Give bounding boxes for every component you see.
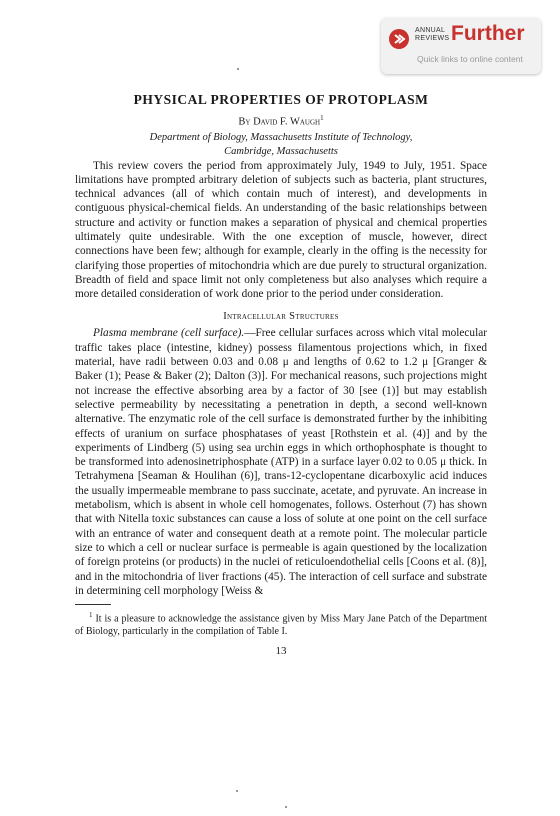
footnote (75, 609, 487, 638)
annual-reviews-logo-icon (389, 29, 409, 49)
footnote-text: It is a pleasure to acknowledge the assistance given by Miss Mary Jane Patch of the Department of Biology, particularly in the compilation of Table I. (75, 613, 487, 637)
affiliation: Department of Biology, Massachusetts Institute of Technology, Cambridge, Massachusetts (149, 131, 413, 157)
quick-links-label: Quick links to online content (417, 54, 523, 64)
article-page (75, 92, 487, 657)
publisher-name: ANNUAL REVIEWS (415, 27, 450, 42)
author-name: David F. Waugh (253, 116, 321, 128)
byline (75, 114, 487, 128)
intro-paragraph: This review covers the period from approximately July, 1949 to July, 1951. Space limitations have prompted arbitrary deletion of subjects such as bacteria, plant structures, technical advances (all of which contain much of interest), and developments in contiguous physical-chemical fields. An understanding of the basic relationships between structure and activity or function makes a separation of physical and chemical properties ultimately quite undesirable. With the one exception of muscle, however, direct connections have been few; although for example, clearly in the offing is the necessity for clarifying those properties of mitochondria which are due purely to structural organization. Breadth of field and space limit not only completeness but also analyses which require a more detailed consideration of work done prior to the period under consideration. (75, 159, 487, 301)
scan-speck (285, 806, 287, 808)
scan-speck (237, 68, 239, 70)
author-footnote-mark: 1 (320, 114, 324, 122)
further-links-badge[interactable] (381, 18, 541, 74)
section-paragraph-text: —Free cellular surfaces across which vital molecular traffic takes place (intestine, kidney) possess filamentous projections which, in fixed material, have radii between 0.03 and 0.08 μ and lengths of 0.62 to 1.2 μ [Granger & Baker (1); Pease & Baker (2); Dalton (3)]. For mechanical reasons, such projections might not increase the effective absorbing area by a factor of 30 [see (1)] but may establish selective permeability by necessitating a penetration in depth, a second well-known alternative. The enzymatic role of the cell surface is demonstrated further by the inhibiting effects of uranium on surface phosphatases of yeast [Rothstein et al. (4)] and by the experiments of Lindberg (5) using sea urchin eggs in which orthophosphate is thought to be transformed into adenosinetriphosphate (ATP) in a surface layer 0.02 to 0.05 μ thick. In Tetrahymena [Seaman & Houlihan (6)], trans-12-cyclopentane dicarboxylic acid induces the usually impermeable membrane to pass succinate, acetate, and pyruvate. An increase in metabolism, which is absent in whole cell homogenates, follows. Osterhout (7) has shown that with Nitella toxic substances can cause a loss of solute at one point on the cell surface with an entrance of water and consequent death at a remote point. The molecular particle size to which a cell or nuclear surface is permeable is again questioned by the localization of foreign proteins (or products) in the nuclei of reticuloendothelial cells [Coons et al. (8)], and in the mitochondria of liver fractions (45). The interaction of cell surface and substrate in determining cell morphology [Weiss & (75, 327, 487, 597)
article-title: PHYSICAL PROPERTIES OF PROTOPLASM (133, 92, 429, 107)
section-paragraph (75, 326, 487, 598)
scan-speck (236, 790, 238, 792)
footnote-divider (75, 604, 111, 605)
page-number: 13 (275, 645, 287, 658)
section-heading: Intracellular Structures (223, 311, 339, 323)
by-label: By (238, 116, 251, 128)
footnote-mark: 1 (89, 611, 93, 620)
subsection-term: Plasma membrane (cell surface). (93, 327, 245, 340)
further-label: Further (451, 22, 525, 45)
